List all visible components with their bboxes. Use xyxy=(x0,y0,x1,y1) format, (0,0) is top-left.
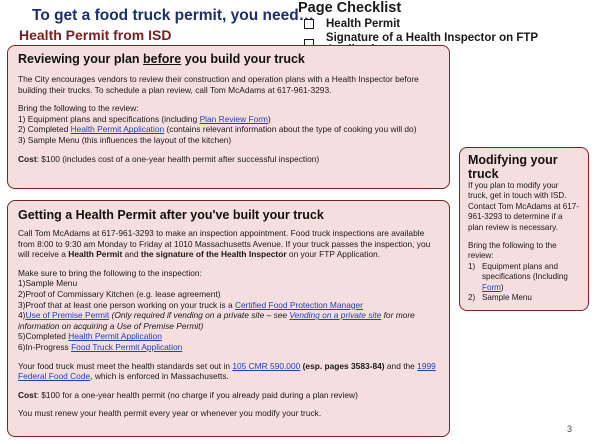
getting-item-4: 4)Use of Premise Permit (Only required if vending on a private site – see Vending on a private site for more information on acquiring a Use of Premise Permit) xyxy=(18,310,415,331)
list-item: 2) Sample Menu xyxy=(468,293,532,303)
modifying-list xyxy=(468,262,580,304)
food-truck-permit-application-link[interactable]: Food Truck Permit Application xyxy=(71,341,183,352)
getting-item-5: 5)Completed Health Permit Application xyxy=(18,331,162,342)
review-heading: Reviewing your plan before you build your truck xyxy=(18,52,305,66)
getting-cost: Cost: $100 for a one-year health permit (no charge if you already paid during a plan review) xyxy=(18,389,358,400)
health-permit-application-link[interactable]: Health Permit Application xyxy=(68,331,162,342)
federal-food-code-link[interactable]: 1999 Federal Food Code xyxy=(18,360,436,382)
getting-item-3: 3)Proof that at least one person working on your truck is a Certified Food Protection Manager xyxy=(18,299,363,310)
checklist-item-health-permit[interactable] xyxy=(298,18,600,30)
cfpm-link[interactable]: Certified Food Protection Manager xyxy=(234,299,363,310)
review-cost: Cost: $100 (includes cost of a one-year health permit after successful inspection) xyxy=(18,153,320,164)
getting-item-1: 1)Sample Menu xyxy=(18,278,78,289)
list-item: 1) Equipment plans and specifications (Including Form) xyxy=(468,261,568,292)
checklist-item-label: Health Permit xyxy=(326,18,401,30)
checklist-item-label: Signature of a Health Inspector on FTP xyxy=(325,32,538,44)
getting-heading: Getting a Health Permit after you've built your truck xyxy=(18,208,324,222)
modifying-intro: If you plan to modify your truck, get in touch with ISD. Contact Tom McAdams at 617-961-3293 to determine if a plan review is necessary. xyxy=(468,181,579,232)
checkbox[interactable] xyxy=(304,19,314,29)
getting-standards: Your food truck must meet the health standards set out in 105 CMR 590.000 (esp. pages 3583-84) and the 1999 Federal Food Code, which is enforced in Massachusetts. xyxy=(18,360,436,382)
getting-permit-section xyxy=(7,200,450,437)
page-subtitle: Health Permit from ISD xyxy=(19,27,172,43)
review-plan-section xyxy=(7,45,450,189)
modifying-bring: Bring the following to the review: xyxy=(468,241,557,261)
review-intro: The City encourages vendors to review their construction and operation plans with a Health Inspector before building their trucks. To schedule a plan review, call Tom McAdams at 617-961-3293. xyxy=(18,74,419,95)
getting-item-2: 2)Proof of Commissary Kitchen (e.g. lease agreement) xyxy=(18,288,221,299)
getting-intro: Call Tom McAdams at 617-961-3293 to make an inspection appointment. Food truck inspections are available from 8:00 to 9:30 am Monday to Friday at 1010 Massachusetts Avenue. If your truck passes the inspection, you will receive a Health Permit and the signature of the Health Inspector on your FTP Application. xyxy=(18,228,431,260)
modifying-heading: Modifying your truck xyxy=(468,153,558,181)
review-item-2: 2) Completed Health Permit Application (contains relevant information about the type of cooking you will do) xyxy=(18,124,417,135)
form-link[interactable]: Form xyxy=(482,282,501,292)
cmr-590-link[interactable]: 105 CMR 590.000 xyxy=(232,360,301,371)
review-item-3: 3) Sample Menu (this influences the layout of the kitchen) xyxy=(18,134,232,145)
modifying-truck-section xyxy=(459,147,589,311)
vending-private-site-link[interactable]: Vending on a private site xyxy=(289,310,382,321)
health-permit-application-link[interactable]: Health Permit Application xyxy=(70,124,165,135)
page-number: 3 xyxy=(567,424,573,434)
getting-renew: You must renew your health permit every year or whenever you modify your truck. xyxy=(18,408,322,419)
page-title: To get a food truck permit, you need… xyxy=(32,7,315,24)
getting-bring: Make sure to bring the following to the inspection: xyxy=(18,267,202,278)
checklist-title: Page Checklist xyxy=(298,0,402,16)
review-item-1: 1) Equipment plans and specifications (including Plan Review Form) xyxy=(18,113,271,124)
use-of-premise-permit-link[interactable]: Use of Premise Permit xyxy=(25,310,110,321)
review-bring: Bring the following to the review: xyxy=(18,103,139,114)
getting-item-6: 6)In-Progress Food Truck Permit Application xyxy=(18,341,183,352)
plan-review-form-link[interactable]: Plan Review Form xyxy=(199,113,268,124)
